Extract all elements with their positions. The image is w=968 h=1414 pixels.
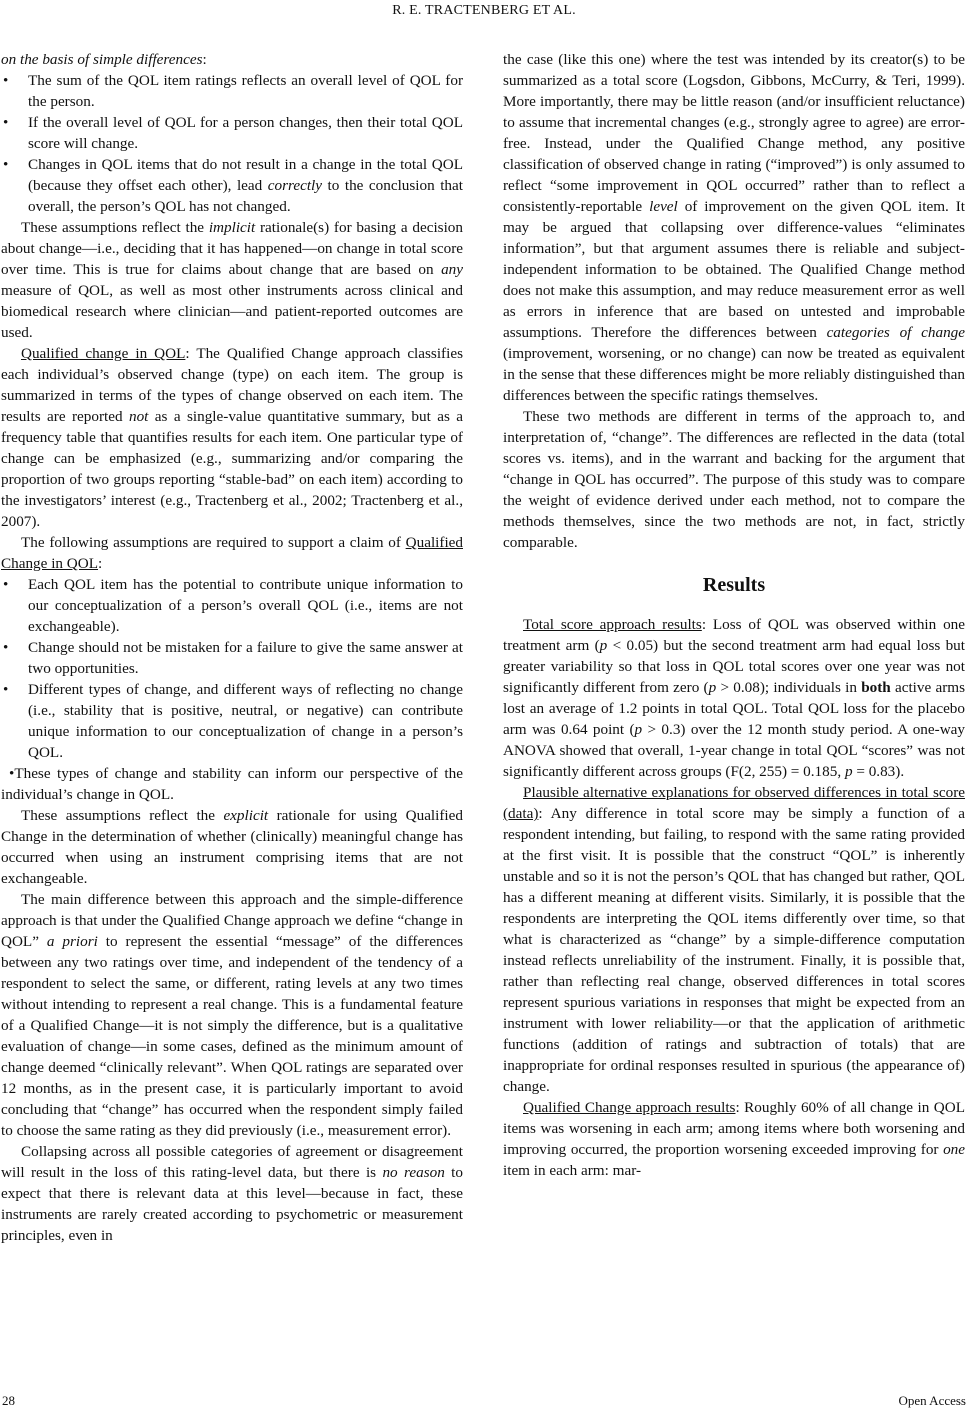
- paragraph: Collapsing across all possible categories of agreement or disagreement will result in the loss of this rating-level data, but there is no reason to expect that there is relevant data at this level—because in fact, these instruments are rarely created according to psychometric or measurement principles, even in: [1, 1143, 463, 1244]
- list-item: • Different types of change, and different ways of reflecting no change (i.e., stability that is positive, neutral, or negative) can contribute unique information to our conceptualization of change in a person’s QOL.: [3, 681, 463, 761]
- paragraph: These assumptions reflect the explicit rationale for using Qualified Change in the determination of whether (clinically) meaningful change has occurred when using an instrument comprising items that are not exchangeable.: [1, 807, 463, 887]
- paragraph: Qualified change in QOL: The Qualified Change approach classifies each individual’s observed change (type) on each item. The group is summarized in terms of the types of change observed on each item. The results are reported not as a single-value quantitative summary, but as a frequency table that quantifies results for each item. One particular type of change can be emphasized (e.g., summarizing and/or comparing the proportion of two groups reporting “stable-bad” on each item) according to the investigators’ interest (e.g., Tractenberg et al., 2002; Tractenberg et al., 2007).: [1, 345, 463, 530]
- list-item: • Each QOL item has the potential to contribute unique information to our conceptualization of a person’s overall QOL (i.e., items are not exchangeable).: [3, 576, 463, 635]
- list-item: • The sum of the QOL item ratings reflects an overall level of QOL for the person.: [3, 72, 463, 110]
- paragraph: Total score approach results: Loss of QOL was observed within one treatment arm (p < 0.05) but the second treatment arm had equal loss but greater variability so that loss in QOL total scores over one year was not significantly different from zero (p > 0.08); individuals in both active arms lost an average of 1.2 points in total QOL. Total QOL loss for the placebo arm was 0.64 point (p > 0.3) over the 12 month study period. A one-way ANOVA showed that overall, 1-year change in total QOL “scores” was not significantly different across groups (F(2, 255) = 0.185, p = 0.83).: [503, 616, 966, 780]
- paragraph: the case (like this one) where the test was intended by its creator(s) to be summarized as a total score (Logsdon, Gibbons, McCurry, & Teri, 1999). More importantly, there may be little reason (and/or insufficient reluctance) to assume that incremental changes (e.g., strongly agree to agree) are error-free. Instead, under the Qualified Change method, any positive classification of observed change in rating (“improved”) is only assumed to reflect “some improvement in QOL occurred” rather than to reflect a consistently-reportable level of improvement on the given QOL item. It may be argued that collapsing over difference-values “eliminates information”, but that argument assumes there is reliable and subject-independent information to be obtained. The Qualified Change method does not make this assumption, and may reduce measurement error as well as errors in inference that are based on untested and improbable assumptions. Therefore the differences between categories of change (improvement, worsening, or no change) can now be treated as equivalent in the sense that these differences might be more reliably distinguished than differences between the specific ratings themselves.: [503, 51, 966, 404]
- paragraph: Qualified Change approach results: Roughly 60% of all change in QOL items was worsening in each arm; among items where both worsening and improving occurred, the proportion worsening exceeded improving for one item in each arm: mar-: [503, 1099, 965, 1179]
- paragraph: These two methods are different in terms of the approach to, and interpretation of, “change”. The differences are reflected in the data (total scores vs. items), and in the warrant and backing for the argument that “change in QOL has occurred”. The purpose of this study was to compare the weight of evidence derived under each method, not to compare the methods themselves, since the two methods are not, in fact, strictly comparable.: [503, 408, 965, 551]
- implicit-assumptions-list: [1, 70, 463, 217]
- section-heading: Total score approach results: [523, 616, 702, 633]
- explicit-assumptions-list: [1, 574, 463, 763]
- list-item: • Change should not be mistaken for a failure to give the same answer at two opportunities.: [3, 639, 463, 677]
- section-heading: Qualified change in QOL: [21, 345, 186, 362]
- left-column: [1, 49, 463, 1246]
- section-heading: Qualified Change approach results: [523, 1099, 736, 1116]
- right-column: [503, 49, 965, 1181]
- paragraph: •These types of change and stability can inform our perspective of the individual’s change in QOL.: [1, 765, 463, 803]
- results-heading: Results: [702, 574, 766, 596]
- section-heading: Plausible alternative explanations for observed differences in total score (data): [503, 784, 965, 822]
- journal-label: Open Access: [898, 1393, 966, 1408]
- list-item: • Changes in QOL items that do not result in a change in the total QOL (because they offset each other), lead correctly to the conclusion that overall, the person’s QOL has not changed.: [3, 156, 463, 215]
- page-number: 28: [2, 1393, 15, 1408]
- paragraph: These assumptions reflect the implicit rationale(s) for basing a decision about change—i.e., deciding that it has happened—on change in total score over time. This is true for claims about change that are based on any measure of QOL, as well as most other instruments across clinical and biomedical research where clinician—and patient-reported outcomes are used.: [1, 219, 463, 341]
- paragraph: The following assumptions are required to support a claim of Qualified Change in QOL:: [1, 534, 463, 572]
- list-item: • If the overall level of QOL for a person changes, then their total QOL score will change.: [3, 114, 463, 152]
- paragraph: The main difference between this approach and the simple-difference approach is that under the Qualified Change approach we define “change in QOL” a priori to represent the essential “message” of the differences between any two ratings over time, and independent of the tendency of a respondent to select the same, or different, rating levels at any two times without intending to represent a real change. This is a fundamental feature of a Qualified Change—it is not simply the difference, but is a qualitative evaluation of change—in some cases, defined as the minimum amount of change deemed “clinically relevant”. When QOL ratings are separated over 12 months, as in the present case, it is particularly important to avoid concluding that “change” has occurred when the respondent simply failed to choose the same rating as they did previously (i.e., measurement error).: [1, 891, 463, 1139]
- running-head: R. E. TRACTENBERG ET AL.: [392, 3, 576, 18]
- paragraph: Plausible alternative explanations for observed differences in total score (data): Any difference in total score may be simply a function of a respondent intending, but failing, to respond with the same rating provided at the first visit. It is possible that the construct “QOL” is inherently unstable and so it is not the person’s QOL that has changed but rather, QOL has a different meaning at different visits. Similarly, it is possible that the respondents are interpreting the QOL items differently over time, so that what is characterized as “change” by a simple-difference computation instead reflects unreliability of the instrument. Finally, it is possible that, rather than reflecting real change, observed differences in total scores represent spurious variations in responses that might be expected from an instrument with lower reliability—or that the application of arithmetic functions (addition of ratings and subtraction of totals) that are inappropriate for ordinal responses resulted in spurious (the appearance of) change.: [503, 784, 965, 1095]
- intro-line: on the basis of simple differences:: [1, 51, 207, 68]
